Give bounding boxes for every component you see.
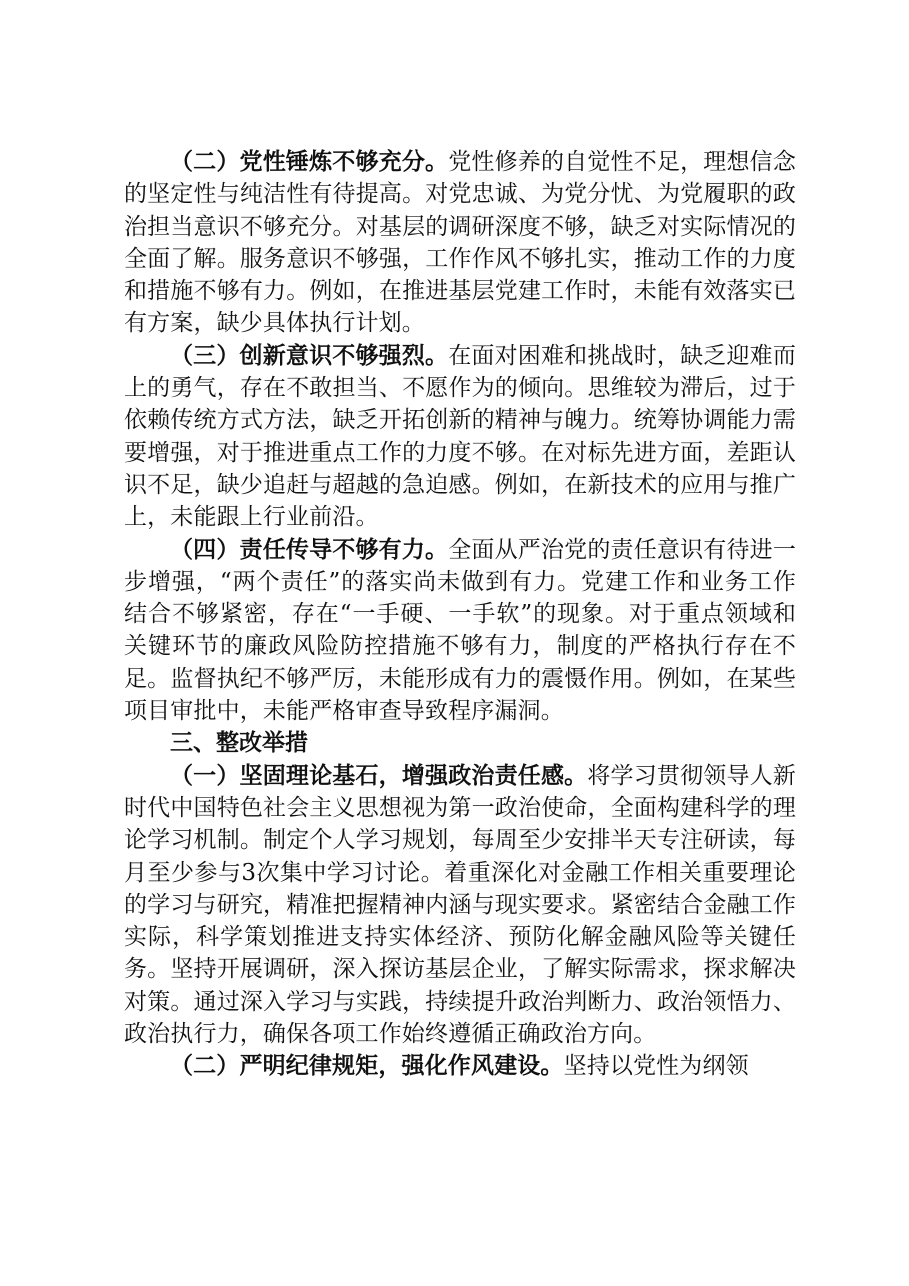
document-body: [124, 146, 796, 1083]
paragraph-theory: [124, 760, 796, 1051]
paragraph-heading: （二）党性锤炼不够充分。: [170, 148, 449, 175]
paragraph-heading: （二）严明纪律规矩，强化作风建设。: [170, 1052, 564, 1080]
paragraph-text: 全面从严治党的责任意识有待进一步增强，“两个责任”的落实尚未做到有力。党建工作和业务工作结合不够紧密，存在“一手硬、一手软”的现象。对于重点领域和关键环节的廉政风险防控措施不够有力，制度的严格执行存在不足。监督执纪不够严厉，未能形成有力的震慑作用。例如，在某些项目审批中，未能严格审查导致程序漏洞。: [124, 536, 796, 725]
paragraph-innovation: [124, 340, 796, 534]
paragraph-text: 将学习贯彻领导人新时代中国特色社会主义思想视为第一政治使命，全面构建科学的理论学习机制。制定个人学习规划，每周至少安排半天专注研读，每月至少参与3次集中学习讨论。着重深化对金融工作相关重要理论的学习与研究，精准把握精神内涵与现实要求。紧密结合金融工作实际，科学策划推进支持实体经济、预防化解金融风险等关键任务。坚持开展调研，深入探访基层企业，了解实际需求，探求解决对策。通过深入学习与实践，持续提升政治判断力、政治领悟力、政治执行力，确保各项工作始终遵循正确政治方向。: [124, 762, 796, 1048]
paragraph-discipline: [124, 1050, 796, 1082]
paragraph-party-spirit: [124, 146, 796, 340]
paragraph-text: 党性修养的自觉性不足，理想信念的坚定性与纯洁性有待提高。对党忠诚、为党分忧、为党履职的政治担当意识不够充分。对基层的调研深度不够，缺乏对实际情况的全面了解。服务意识不够强，工作作风不够扎实，推动工作的力度和措施不够有力。例如，在推进基层党建工作时，未能有效落实已有方案，缺少具体执行计划。: [124, 149, 796, 337]
paragraph-heading: （三）创新意识不够强烈。: [170, 341, 449, 369]
paragraph-text: 坚持以党性为纲领: [563, 1053, 749, 1080]
paragraph-text: 在面对困难和挑战时，缺乏迎难而上的勇气，存在不敢担当、不愿作为的倾向。思维较为滞后，过于依赖传统方式方法，缺乏开拓创新的精神与魄力。统筹协调能力需要增强，对于推进重点工作的力度不够。在对标先进方面，差距认识不足，缺少追赶与超越的急迫感。例如，在新技术的应用与推广上，未能跟上行业前沿。: [124, 342, 796, 531]
section-title: 三、整改举措: [170, 730, 308, 757]
paragraph-heading: （一）坚固理论基石，增强政治责任感。: [170, 761, 588, 789]
paragraph-heading: （四）责任传导不够有力。: [170, 535, 449, 563]
paragraph-responsibility: [124, 534, 796, 728]
